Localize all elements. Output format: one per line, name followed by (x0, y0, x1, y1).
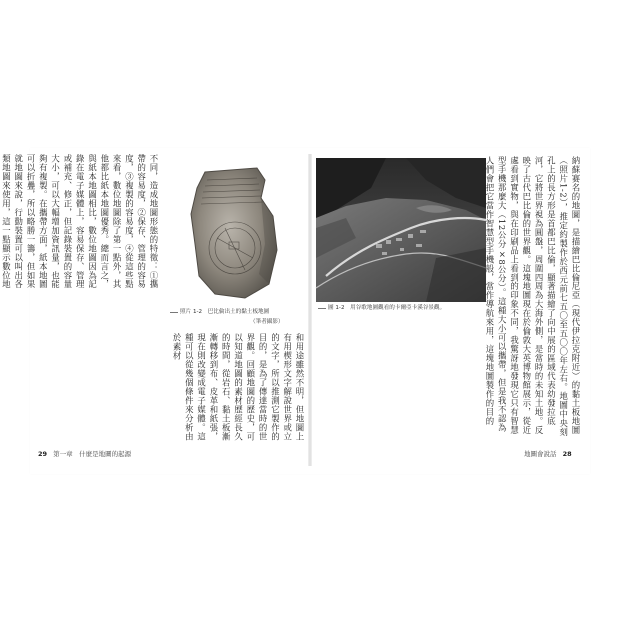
caption-rule (318, 308, 326, 309)
photo-caption: 照片 1-2 巴比倫出土的黏土板地圖 (180, 309, 270, 315)
book-spread (1, 148, 590, 474)
chapter-label: 第一章 什麼是地圖的起源 (53, 450, 132, 458)
clay-tablet-map-image (165, 158, 305, 308)
right-page (312, 148, 590, 474)
figure-caption: 圖 1-2 用谷歌地圖觀看的卡爾亞卡溪谷景觀。 (328, 305, 446, 311)
left-page-text-bottom: 和用途雖然不明，但地圖上有用楔形文字解說世界或立的文字，所以推測它製作的目的，是為了傳達當時的世界觀。回顧地圖的歷史，可以知道地圖的素材歷經長久的時間，從岩石、黏土板漸漸轉移到布、皮革和紙張，現在則改變成電子媒體。這種可以從幾個條件來分析由於素材 (172, 333, 305, 441)
photo-caption-credit: （筆者攝影） (250, 319, 284, 325)
left-page-text-top: 不同，造成地圖形態的特徵：①攜帶的容易度，②保存、管理的容易度，③複製的容易度，④從這些點來看，數位地圖除了第一點外，其他都比紙本地圖優秀。總而言之，與紙本地圖相比，數位地圖因為記錄在電子媒體上，容易保存、管理或補充、修正，但記錄裝置的容量大小，可以大幅增加資訊量，也能夠有複製。在攜帶方面，紙本地圖可以折疊，所以略勝一籌，但如果就地圖來說，行動裝置可以叫出各類地圖來使用，這一點顯示數位地 (1, 154, 159, 289)
clay-tablet-map-photo (165, 158, 305, 308)
left-page-footer (34, 449, 131, 458)
page-number: 29 (38, 450, 48, 458)
left-page (1, 148, 308, 474)
page-number: 28 (562, 450, 572, 458)
caption-rule (170, 312, 178, 313)
right-page-footer (524, 449, 576, 458)
canyon-aerial-image (316, 158, 486, 302)
header-label: 地圖會說話 (524, 450, 557, 458)
right-page-text: 納蘇赛名的地圖，是描繪巴比倫尼亞（現代伊拉克附近）的黏土板地圖（照片1-2），推定約製作於西元前七五〇至五〇〇年左右。地圖中央刻孔上的長方形是首都巴比倫，顯著描繪了向中展的區域代表幼發拉底河，它將世界視為圓盤，周圍四周為大海外側，是當時的未知土地。反映了古代巴比倫的世界觀。這塊地圖現在於倫敦大英博物館展示，從近處看到實物，與在印刷品上看到的印象不同，我驚訝地發現它只有智慧型手機那麼大（12公分×8公分）。這種大小可以攜帶，但是我不認為人們會把它當作智慧型手機般，當作導航來用，這塊地圖製作的目的 (484, 156, 581, 437)
canyon-aerial-photo (316, 158, 486, 302)
